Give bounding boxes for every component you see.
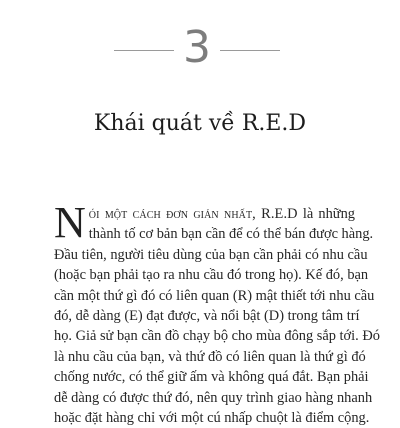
text-line	[54, 204, 355, 224]
chapter-title: Khái quát về R.E.D	[93, 111, 307, 136]
decorative-rule-right	[220, 50, 280, 51]
decorative-rule-left	[114, 50, 174, 51]
drop-cap: N	[54, 198, 86, 247]
text-line: hoặc đặt hàng chỉ với một cú nhấp chuột là điểm cộng.	[54, 410, 370, 427]
chapter-marker	[0, 18, 400, 78]
text-line: thành tố cơ bản bạn cần để có thể bán được hàng.	[88, 226, 374, 243]
text-line: họ. Giả sử bạn cần đồ chạy bộ cho mùa đông sắp tới. Đó	[54, 328, 380, 345]
text-line: chống nước, có thể giữ ấm và không quá đắt. Bạn phải	[54, 369, 369, 386]
text-line-tail: là những	[302, 206, 355, 222]
body-paragraph	[54, 198, 380, 428]
text-line: là nhu cầu của bạn, và thứ đồ có liên quan là thứ gì đó	[54, 348, 366, 365]
text-line: cần một thứ gì đó có liên quan (R) mật thiết tới nhu cầu	[54, 287, 375, 304]
lead-in-small-caps: ói một cách đơn giản nhất, R.E.D	[88, 206, 298, 222]
text-line: đó, dễ dàng (E) đạt được, và nổi bật (D) trong tâm trí	[54, 308, 360, 325]
text-line: (hoặc bạn phải tạo ra nhu cầu đó trong họ). Kế đó, bạn	[54, 267, 369, 284]
text-line: dễ dàng có được thứ đó, nên quy trình giao hàng nhanh	[54, 389, 373, 406]
chapter-number: 3	[183, 22, 211, 73]
text-line: Đầu tiên, người tiêu dùng của bạn cần phải có nhu cầu	[54, 246, 368, 263]
